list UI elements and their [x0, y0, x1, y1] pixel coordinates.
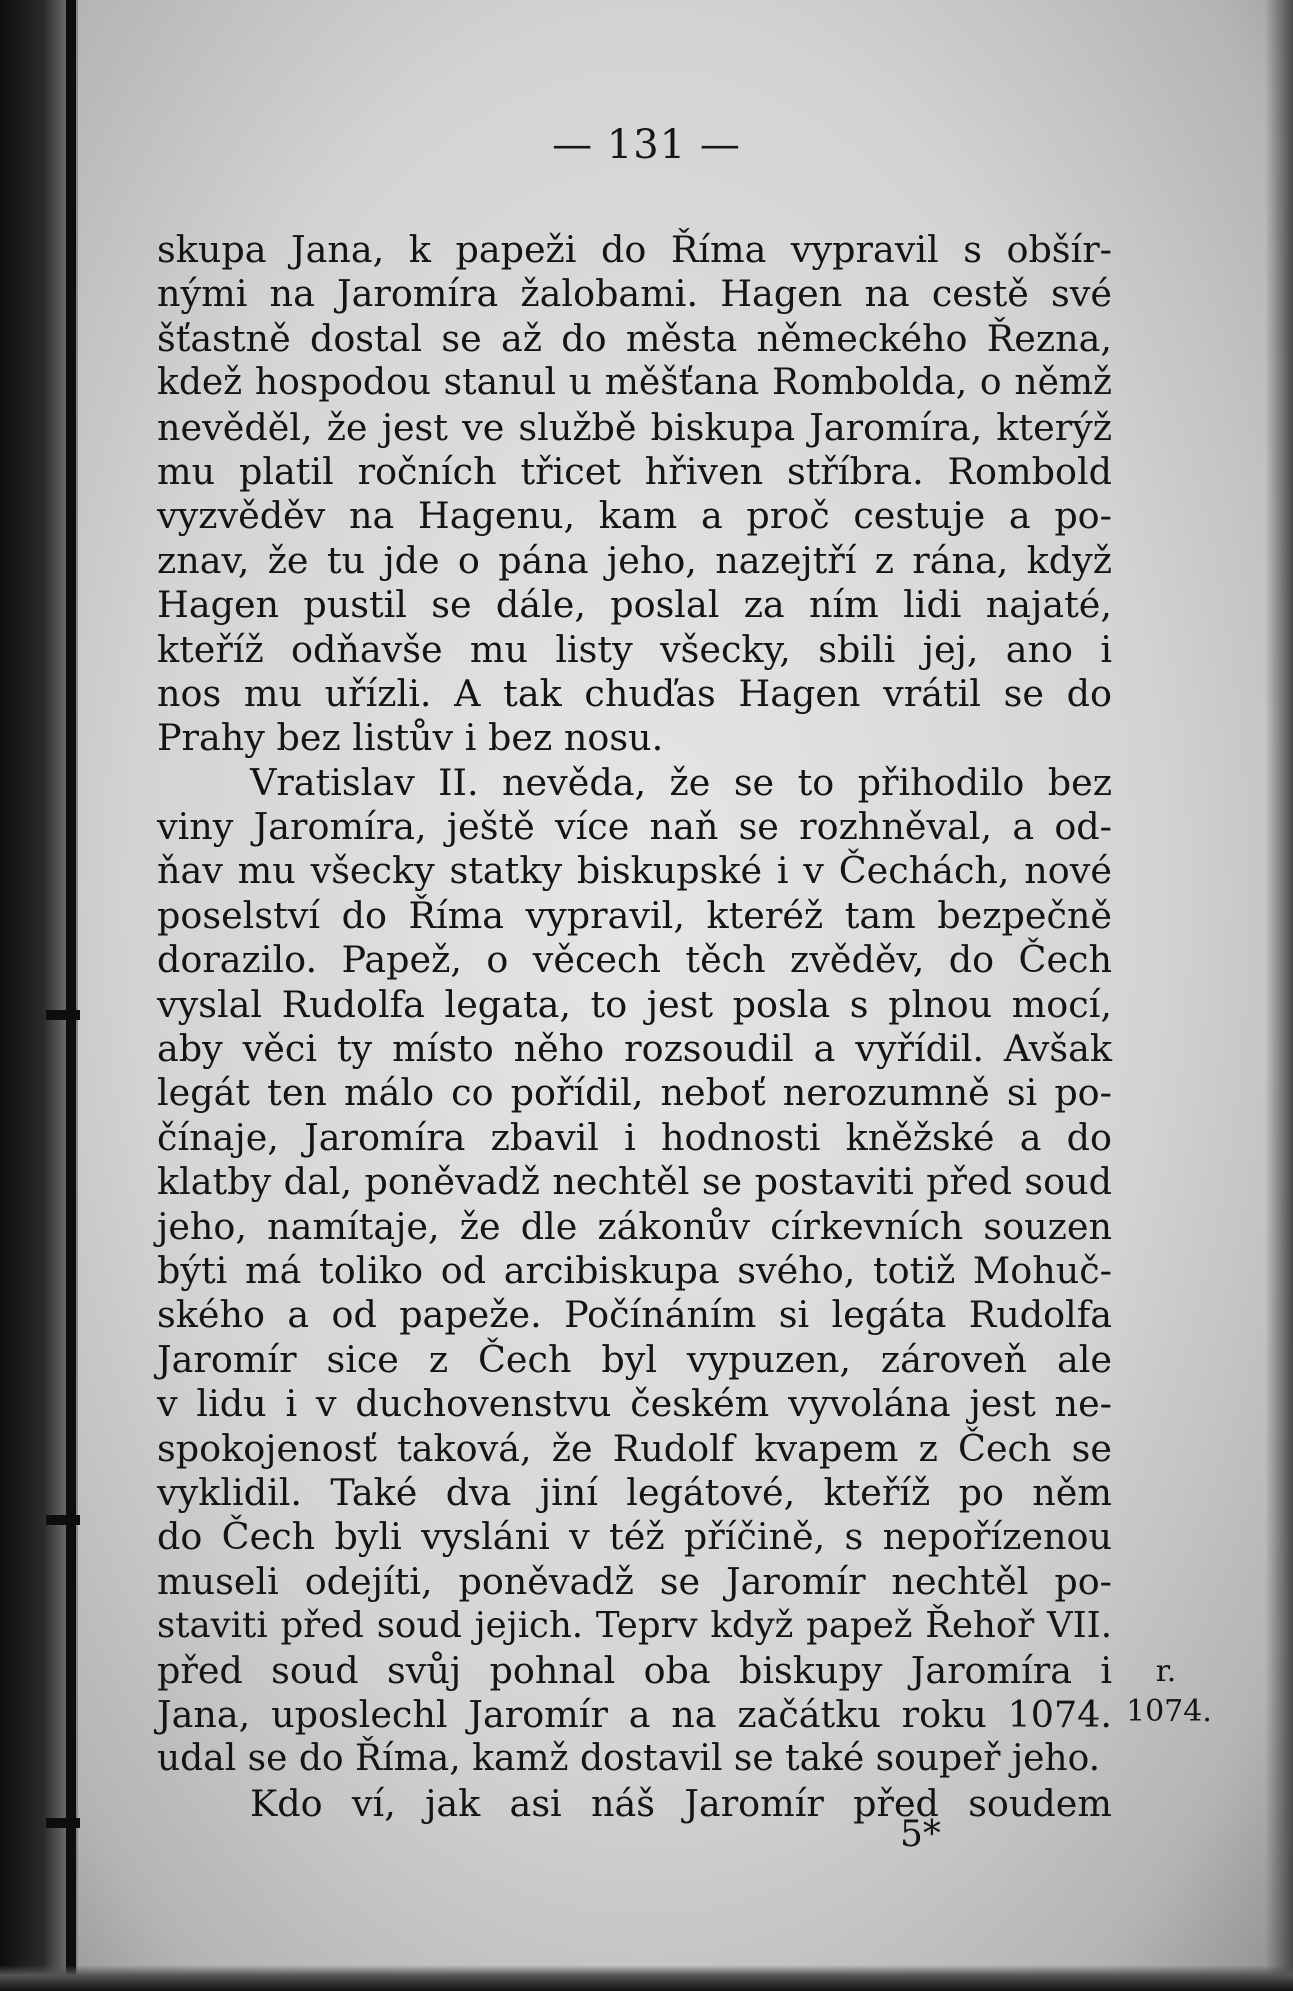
- text-line: udal se do Říma, kamž dostavil se také soupeř jeho.: [157, 1738, 1101, 1780]
- page-bottom-shadow: [0, 1965, 1293, 1991]
- text-line: vyslal Rudolfa legata, to jest posla s plnou mocí,: [157, 982, 1112, 1026]
- text-line: znav, že tu jde o pána jeho, nazejtří z rána, když: [157, 538, 1112, 582]
- body-text: [157, 228, 1112, 1826]
- spine-edge: [66, 0, 76, 1991]
- text-line: do Čech byli vysláni v též příčině, s nepořízenou: [157, 1515, 1112, 1559]
- margin-note-number: 1074.: [1126, 1694, 1212, 1729]
- text-line: mu platil ročních třicet hřiven stříbra. Rombold: [157, 449, 1112, 493]
- binding-mark: [46, 1515, 80, 1525]
- text-line: legát ten málo co pořídil, neboť nerozumně si po-: [157, 1071, 1112, 1115]
- text-line: Hagen pustil se dále, poslal za ním lidi najaté,: [157, 583, 1112, 627]
- page-number: — 131 —: [552, 122, 741, 168]
- text-line: museli odejíti, poněvadž se Jaromír nechtěl po-: [157, 1559, 1112, 1603]
- text-line: v lidu i v duchovenstvu českém vyvolána jest ne-: [157, 1382, 1112, 1426]
- text-line: nevěděl, že jest ve službě biskupa Jaromíra, kterýž: [157, 405, 1112, 449]
- text-line: jeho, namítaje, že dle zákonův církevních souzen: [157, 1204, 1112, 1248]
- text-line: Jaromír sice z Čech byl vypuzen, zároveň ale: [157, 1337, 1112, 1381]
- text-line: nos mu uřízli. A tak chuďas Hagen vrátil se do: [157, 671, 1112, 715]
- text-line: klatby dal, poněvadž nechtěl se postaviti před soud: [157, 1160, 1112, 1204]
- page-edge-shadow: [1265, 0, 1293, 1991]
- text-line: čínaje, Jaromíra zbavil i hodnosti kněžské a do: [157, 1115, 1112, 1159]
- margin-note-abbrev: r.: [1155, 1654, 1177, 1689]
- text-line: kdež hospodou stanul u měšťana Rombolda, o němž: [157, 362, 1112, 404]
- text-line: poselství do Říma vypravil, kteréž tam bezpečně: [157, 893, 1112, 937]
- text-line: Vratislav II. nevěda, že se to přihodilo bez: [250, 760, 1112, 804]
- text-line: ňav mu všecky statky biskupské i v Čechách, nové: [157, 849, 1112, 893]
- text-line: býti má toliko od arcibiskupa svého, totiž Mohuč-: [157, 1248, 1112, 1292]
- text-line: viny Jaromíra, ještě více naň se rozhněval, a od-: [157, 805, 1112, 849]
- text-line: vyklidil. Také dva jiní legátové, kteříž po něm: [157, 1470, 1112, 1514]
- text-line: nými na Jaromíra žalobami. Hagen na cestě své: [157, 272, 1112, 316]
- text-line: aby věci ty místo něho rozsoudil a vyřídil. Avšak: [157, 1027, 1112, 1071]
- text-line: staviti před soud jejich. Teprv když papež Řehoř VII.: [157, 1605, 1112, 1647]
- text-line: dorazilo. Papež, o věcech těch zvěděv, do Čech: [157, 938, 1112, 982]
- text-line: vyzvěděv na Hagenu, kam a proč cestuje a po-: [157, 494, 1112, 538]
- signature-mark: 5*: [900, 1814, 941, 1855]
- text-line: Kdo ví, jak asi náš Jaromír před soudem: [250, 1781, 1112, 1825]
- text-line: spokojenosť taková, že Rudolf kvapem z Čech se: [157, 1426, 1112, 1470]
- text-line: ského a od papeže. Počínáním si legáta Rudolfa: [157, 1293, 1112, 1337]
- text-line: Prahy bez listův i bez nosu.: [157, 716, 664, 760]
- binding-mark: [46, 1010, 80, 1020]
- text-line: Jana, uposlechl Jaromír a na začátku roku 1074.: [157, 1692, 1112, 1736]
- binding-mark: [46, 1818, 80, 1828]
- text-line: šťastně dostal se až do města německého Řezna,: [157, 316, 1112, 360]
- margin-note-year: [1126, 1652, 1212, 1732]
- text-line: kteříž odňavše mu listy všecky, sbili jej, ano i: [157, 627, 1112, 671]
- text-line: před soud svůj pohnal oba biskupy Jaromíra i: [157, 1648, 1112, 1692]
- text-line: skupa Jana, k papeži do Říma vypravil s obšír-: [157, 228, 1112, 271]
